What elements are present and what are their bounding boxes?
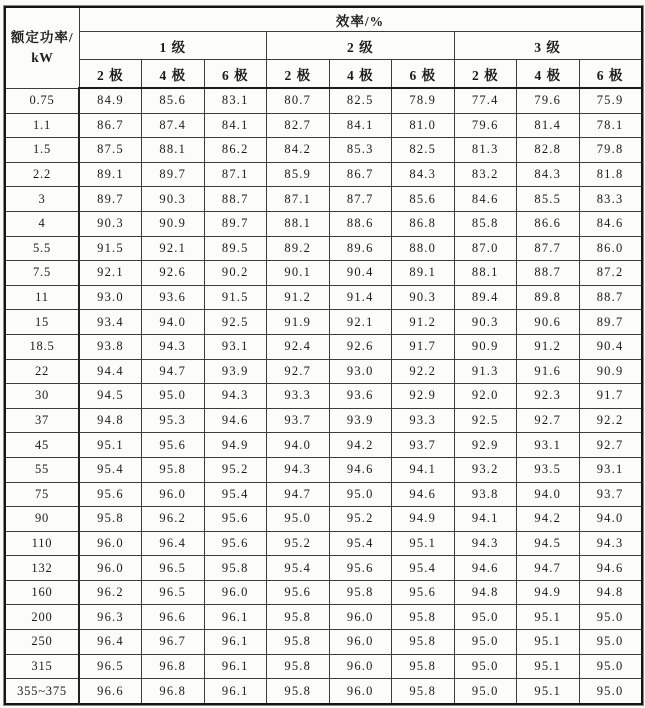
efficiency-cell: 95.0: [267, 507, 330, 532]
rated-power-header: [5, 7, 79, 88]
efficiency-cell: 94.8: [454, 580, 517, 605]
efficiency-cell: 96.1: [204, 654, 267, 679]
efficiency-cell: 89.2: [267, 236, 330, 261]
efficiency-cell: 85.5: [517, 187, 580, 212]
efficiency-cell: 95.0: [579, 654, 642, 679]
efficiency-cell: 82.7: [267, 113, 330, 138]
efficiency-cell: 96.0: [204, 580, 267, 605]
table-row: [5, 605, 642, 630]
efficiency-cell: 86.0: [579, 236, 642, 261]
efficiency-cell: 95.8: [267, 679, 330, 704]
efficiency-cell: 95.8: [392, 630, 455, 655]
efficiency-cell: 93.3: [267, 384, 330, 409]
efficiency-cell: 95.8: [392, 679, 455, 704]
efficiency-cell: 95.6: [329, 556, 392, 581]
efficiency-cell: 89.1: [392, 261, 455, 286]
efficiency-cell: 95.0: [579, 679, 642, 704]
efficiency-cell: 95.0: [454, 605, 517, 630]
efficiency-cell: 91.3: [454, 359, 517, 384]
efficiency-cell: 95.8: [267, 605, 330, 630]
table-row: [5, 457, 642, 482]
table-row: [5, 507, 642, 532]
efficiency-cell: 95.8: [79, 507, 142, 532]
efficiency-cell: 94.3: [142, 334, 205, 359]
efficiency-cell: 96.6: [142, 605, 205, 630]
efficiency-cell: 81.4: [517, 113, 580, 138]
efficiency-cell: 84.3: [392, 162, 455, 187]
efficiency-cell: 91.5: [79, 236, 142, 261]
efficiency-cell: 84.9: [79, 88, 142, 113]
efficiency-cell: 86.2: [204, 138, 267, 163]
table-row: [5, 630, 642, 655]
efficiency-cell: 96.1: [204, 630, 267, 655]
efficiency-cell: 94.3: [267, 457, 330, 482]
efficiency-cell: 92.6: [329, 334, 392, 359]
efficiency-cell: 85.6: [142, 88, 205, 113]
efficiency-cell: 95.1: [392, 531, 455, 556]
efficiency-cell: 95.8: [142, 457, 205, 482]
power-cell: 45: [5, 433, 79, 458]
table-body: [5, 88, 642, 704]
efficiency-cell: 88.0: [392, 236, 455, 261]
table-row: [5, 310, 642, 335]
efficiency-cell: 84.6: [579, 211, 642, 236]
efficiency-cell: 95.8: [392, 605, 455, 630]
table-row: [5, 138, 642, 163]
efficiency-cell: 94.0: [579, 507, 642, 532]
efficiency-cell: 84.6: [454, 187, 517, 212]
efficiency-cell: 94.6: [329, 457, 392, 482]
efficiency-cell: 83.1: [204, 88, 267, 113]
efficiency-cell: 94.0: [517, 482, 580, 507]
efficiency-cell: 94.6: [454, 556, 517, 581]
efficiency-cell: 95.4: [392, 556, 455, 581]
efficiency-cell: 78.9: [392, 88, 455, 113]
efficiency-cell: 93.0: [79, 285, 142, 310]
efficiency-cell: 90.3: [142, 187, 205, 212]
rated-power-header-line2: kW: [31, 49, 54, 65]
efficiency-cell: 88.7: [204, 187, 267, 212]
efficiency-cell: 90.1: [267, 261, 330, 286]
efficiency-cell: 89.7: [142, 162, 205, 187]
efficiency-cell: 94.6: [204, 408, 267, 433]
efficiency-cell: 95.6: [142, 433, 205, 458]
efficiency-cell: 92.9: [392, 384, 455, 409]
efficiency-cell: 95.0: [142, 384, 205, 409]
efficiency-cell: 94.7: [267, 482, 330, 507]
efficiency-cell: 95.6: [204, 507, 267, 532]
table-row: [5, 654, 642, 679]
efficiency-cell: 91.5: [204, 285, 267, 310]
efficiency-cell: 93.7: [579, 482, 642, 507]
efficiency-cell: 92.9: [454, 433, 517, 458]
power-cell: 90: [5, 507, 79, 532]
efficiency-cell: 89.6: [329, 236, 392, 261]
efficiency-cell: 92.1: [329, 310, 392, 335]
efficiency-cell: 89.1: [79, 162, 142, 187]
efficiency-cell: 92.2: [579, 408, 642, 433]
efficiency-cell: 91.2: [392, 310, 455, 335]
efficiency-cell: 78.1: [579, 113, 642, 138]
efficiency-cell: 95.6: [267, 580, 330, 605]
efficiency-cell: 95.0: [579, 605, 642, 630]
efficiency-cell: 96.5: [142, 556, 205, 581]
efficiency-cell: 94.9: [517, 580, 580, 605]
efficiency-cell: 92.3: [517, 384, 580, 409]
efficiency-cell: 89.4: [454, 285, 517, 310]
power-cell: 110: [5, 531, 79, 556]
efficiency-cell: 90.3: [392, 285, 455, 310]
efficiency-cell: 93.1: [579, 457, 642, 482]
efficiency-cell: 88.1: [454, 261, 517, 286]
table-row: [5, 408, 642, 433]
efficiency-cell: 75.9: [579, 88, 642, 113]
efficiency-cell: 94.3: [579, 531, 642, 556]
efficiency-cell: 92.7: [517, 408, 580, 433]
efficiency-cell: 88.1: [142, 138, 205, 163]
efficiency-cell: 93.2: [454, 457, 517, 482]
efficiency-cell: 83.2: [454, 162, 517, 187]
efficiency-cell: 93.7: [392, 433, 455, 458]
pole-header: 4 极: [329, 60, 392, 89]
efficiency-cell: 81.3: [454, 138, 517, 163]
efficiency-cell: 87.7: [517, 236, 580, 261]
efficiency-cell: 93.1: [517, 433, 580, 458]
efficiency-cell: 90.3: [454, 310, 517, 335]
pole-header: 6 极: [204, 60, 267, 89]
efficiency-cell: 91.6: [517, 359, 580, 384]
grade-header: 3 级: [454, 32, 642, 60]
table-row: [5, 162, 642, 187]
efficiency-cell: 84.1: [204, 113, 267, 138]
efficiency-cell: 95.4: [204, 482, 267, 507]
efficiency-cell: 96.0: [329, 654, 392, 679]
table-row: [5, 187, 642, 212]
efficiency-cell: 82.5: [392, 138, 455, 163]
efficiency-cell: 96.4: [79, 630, 142, 655]
efficiency-cell: 86.6: [517, 211, 580, 236]
table-row: [5, 679, 642, 704]
power-cell: 55: [5, 457, 79, 482]
efficiency-cell: 94.0: [267, 433, 330, 458]
efficiency-cell: 81.8: [579, 162, 642, 187]
efficiency-cell: 92.7: [579, 433, 642, 458]
efficiency-cell: 91.7: [579, 384, 642, 409]
efficiency-cell: 89.5: [204, 236, 267, 261]
efficiency-cell: 94.8: [79, 408, 142, 433]
efficiency-cell: 95.2: [204, 457, 267, 482]
efficiency-cell: 79.8: [579, 138, 642, 163]
power-cell: 75: [5, 482, 79, 507]
efficiency-cell: 84.2: [267, 138, 330, 163]
efficiency-cell: 93.6: [142, 285, 205, 310]
pole-header: 6 极: [392, 60, 455, 89]
power-cell: 132: [5, 556, 79, 581]
efficiency-cell: 93.3: [392, 408, 455, 433]
efficiency-cell: 91.9: [267, 310, 330, 335]
efficiency-cell: 85.6: [392, 187, 455, 212]
efficiency-cell: 95.1: [517, 605, 580, 630]
efficiency-cell: 84.3: [517, 162, 580, 187]
table-row: [5, 285, 642, 310]
table-row: [5, 531, 642, 556]
pole-header: 2 极: [267, 60, 330, 89]
efficiency-cell: 93.8: [454, 482, 517, 507]
efficiency-cell: 88.7: [579, 285, 642, 310]
efficiency-cell: 90.4: [579, 334, 642, 359]
efficiency-cell: 96.0: [79, 556, 142, 581]
efficiency-cell: 91.2: [267, 285, 330, 310]
efficiency-cell: 79.6: [517, 88, 580, 113]
efficiency-cell: 90.2: [204, 261, 267, 286]
efficiency-cell: 80.7: [267, 88, 330, 113]
efficiency-cell: 95.0: [454, 679, 517, 704]
efficiency-cell: 93.8: [79, 334, 142, 359]
header-row-efficiency: [5, 7, 642, 32]
efficiency-cell: 86.7: [329, 162, 392, 187]
efficiency-cell: 77.4: [454, 88, 517, 113]
efficiency-cell: 96.2: [79, 580, 142, 605]
efficiency-cell: 90.4: [329, 261, 392, 286]
table-row: [5, 88, 642, 113]
efficiency-cell: 85.9: [267, 162, 330, 187]
efficiency-cell: 95.2: [267, 531, 330, 556]
efficiency-cell: 90.6: [517, 310, 580, 335]
efficiency-cell: 92.5: [204, 310, 267, 335]
efficiency-cell: 94.1: [392, 457, 455, 482]
power-cell: 1.5: [5, 138, 79, 163]
efficiency-cell: 93.5: [517, 457, 580, 482]
efficiency-cell: 87.7: [329, 187, 392, 212]
efficiency-cell: 94.7: [142, 359, 205, 384]
efficiency-cell: 87.0: [454, 236, 517, 261]
efficiency-cell: 88.1: [267, 211, 330, 236]
efficiency-cell: 88.6: [329, 211, 392, 236]
pole-header: 6 极: [579, 60, 642, 89]
efficiency-cell: 95.8: [267, 654, 330, 679]
efficiency-cell: 96.1: [204, 605, 267, 630]
efficiency-cell: 94.9: [392, 507, 455, 532]
pole-header: 2 极: [79, 60, 142, 89]
efficiency-cell: 93.4: [79, 310, 142, 335]
efficiency-cell: 88.7: [517, 261, 580, 286]
table-row: [5, 359, 642, 384]
efficiency-cell: 82.5: [329, 88, 392, 113]
efficiency-cell: 87.1: [204, 162, 267, 187]
efficiency-cell: 90.9: [142, 211, 205, 236]
efficiency-cell: 95.4: [329, 531, 392, 556]
efficiency-cell: 82.8: [517, 138, 580, 163]
efficiency-cell: 95.0: [329, 482, 392, 507]
table-row: [5, 482, 642, 507]
efficiency-cell: 94.5: [79, 384, 142, 409]
power-cell: 18.5: [5, 334, 79, 359]
efficiency-cell: 94.3: [454, 531, 517, 556]
efficiency-cell: 96.0: [79, 531, 142, 556]
efficiency-cell: 96.5: [79, 654, 142, 679]
efficiency-cell: 90.9: [454, 334, 517, 359]
table-row: [5, 556, 642, 581]
efficiency-cell: 91.4: [329, 285, 392, 310]
efficiency-cell: 95.1: [79, 433, 142, 458]
efficiency-cell: 92.1: [79, 261, 142, 286]
efficiency-header: 效率/%: [79, 7, 642, 32]
efficiency-cell: 96.1: [204, 679, 267, 704]
efficiency-cell: 95.3: [142, 408, 205, 433]
power-cell: 3: [5, 187, 79, 212]
table-row: [5, 236, 642, 261]
table-row: [5, 433, 642, 458]
power-cell: 30: [5, 384, 79, 409]
efficiency-cell: 96.2: [142, 507, 205, 532]
header-row-poles: [5, 60, 642, 89]
efficiency-cell: 85.3: [329, 138, 392, 163]
efficiency-cell: 95.6: [392, 580, 455, 605]
efficiency-cell: 93.9: [329, 408, 392, 433]
power-cell: 7.5: [5, 261, 79, 286]
efficiency-cell: 96.5: [142, 580, 205, 605]
efficiency-cell: 92.7: [267, 359, 330, 384]
efficiency-cell: 92.0: [454, 384, 517, 409]
power-cell: 37: [5, 408, 79, 433]
efficiency-cell: 93.0: [329, 359, 392, 384]
efficiency-cell: 94.1: [454, 507, 517, 532]
efficiency-cell: 92.2: [392, 359, 455, 384]
power-cell: 5.5: [5, 236, 79, 261]
power-cell: 15: [5, 310, 79, 335]
efficiency-cell: 95.8: [329, 580, 392, 605]
efficiency-cell: 89.7: [204, 211, 267, 236]
power-cell: 4: [5, 211, 79, 236]
efficiency-cell: 92.6: [142, 261, 205, 286]
power-cell: 22: [5, 359, 79, 384]
efficiency-cell: 93.1: [204, 334, 267, 359]
efficiency-cell: 95.8: [267, 630, 330, 655]
power-cell: 11: [5, 285, 79, 310]
efficiency-cell: 93.9: [204, 359, 267, 384]
motor-efficiency-table: [4, 6, 643, 705]
table-row: [5, 113, 642, 138]
efficiency-cell: 95.1: [517, 630, 580, 655]
efficiency-cell: 79.6: [454, 113, 517, 138]
power-cell: 2.2: [5, 162, 79, 187]
efficiency-cell: 89.7: [79, 187, 142, 212]
pole-header: 4 极: [142, 60, 205, 89]
efficiency-cell: 96.8: [142, 654, 205, 679]
efficiency-cell: 96.0: [329, 630, 392, 655]
efficiency-cell: 85.8: [454, 211, 517, 236]
power-cell: 200: [5, 605, 79, 630]
efficiency-cell: 87.1: [267, 187, 330, 212]
efficiency-cell: 95.4: [79, 457, 142, 482]
power-cell: 355~375: [5, 679, 79, 704]
efficiency-cell: 96.0: [329, 605, 392, 630]
efficiency-cell: 92.4: [267, 334, 330, 359]
efficiency-cell: 95.6: [79, 482, 142, 507]
efficiency-cell: 94.7: [517, 556, 580, 581]
grade-header: 1 级: [79, 32, 267, 60]
power-cell: 0.75: [5, 88, 79, 113]
efficiency-cell: 90.3: [79, 211, 142, 236]
efficiency-cell: 95.6: [204, 531, 267, 556]
efficiency-cell: 94.0: [142, 310, 205, 335]
efficiency-cell: 95.0: [454, 630, 517, 655]
efficiency-cell: 94.4: [79, 359, 142, 384]
efficiency-cell: 96.6: [79, 679, 142, 704]
efficiency-cell: 94.3: [204, 384, 267, 409]
table-row: [5, 211, 642, 236]
efficiency-cell: 95.0: [454, 654, 517, 679]
efficiency-cell: 94.9: [204, 433, 267, 458]
efficiency-cell: 87.2: [579, 261, 642, 286]
efficiency-cell: 90.9: [579, 359, 642, 384]
efficiency-cell: 96.0: [142, 482, 205, 507]
efficiency-cell: 94.5: [517, 531, 580, 556]
efficiency-cell: 91.7: [392, 334, 455, 359]
table-row: [5, 261, 642, 286]
efficiency-cell: 93.6: [329, 384, 392, 409]
efficiency-cell: 94.6: [579, 556, 642, 581]
power-cell: 315: [5, 654, 79, 679]
pole-header: 4 极: [517, 60, 580, 89]
table-row: [5, 334, 642, 359]
efficiency-cell: 86.7: [79, 113, 142, 138]
table-row: [5, 580, 642, 605]
efficiency-cell: 86.8: [392, 211, 455, 236]
efficiency-cell: 81.0: [392, 113, 455, 138]
efficiency-cell: 94.8: [579, 580, 642, 605]
table-row: [5, 384, 642, 409]
efficiency-cell: 84.1: [329, 113, 392, 138]
efficiency-cell: 96.0: [329, 679, 392, 704]
efficiency-cell: 95.0: [579, 630, 642, 655]
efficiency-cell: 94.6: [392, 482, 455, 507]
power-cell: 160: [5, 580, 79, 605]
efficiency-cell: 87.5: [79, 138, 142, 163]
efficiency-cell: 89.7: [579, 310, 642, 335]
power-cell: 1.1: [5, 113, 79, 138]
power-cell: 250: [5, 630, 79, 655]
efficiency-cell: 93.7: [267, 408, 330, 433]
efficiency-cell: 91.2: [517, 334, 580, 359]
rated-power-header-line1: 额定功率/: [10, 30, 74, 46]
efficiency-cell: 96.7: [142, 630, 205, 655]
efficiency-cell: 95.2: [329, 507, 392, 532]
efficiency-cell: 92.1: [142, 236, 205, 261]
efficiency-cell: 95.1: [517, 654, 580, 679]
header-row-grades: [5, 32, 642, 60]
efficiency-cell: 96.3: [79, 605, 142, 630]
efficiency-cell: 94.2: [329, 433, 392, 458]
efficiency-cell: 95.4: [267, 556, 330, 581]
efficiency-cell: 96.4: [142, 531, 205, 556]
efficiency-cell: 95.8: [392, 654, 455, 679]
efficiency-cell: 87.4: [142, 113, 205, 138]
pole-header: 2 极: [454, 60, 517, 89]
efficiency-cell: 92.5: [454, 408, 517, 433]
efficiency-cell: 89.8: [517, 285, 580, 310]
efficiency-cell: 94.2: [517, 507, 580, 532]
efficiency-cell: 96.8: [142, 679, 205, 704]
efficiency-cell: 95.8: [204, 556, 267, 581]
efficiency-cell: 83.3: [579, 187, 642, 212]
grade-header: 2 级: [267, 32, 455, 60]
efficiency-cell: 95.1: [517, 679, 580, 704]
